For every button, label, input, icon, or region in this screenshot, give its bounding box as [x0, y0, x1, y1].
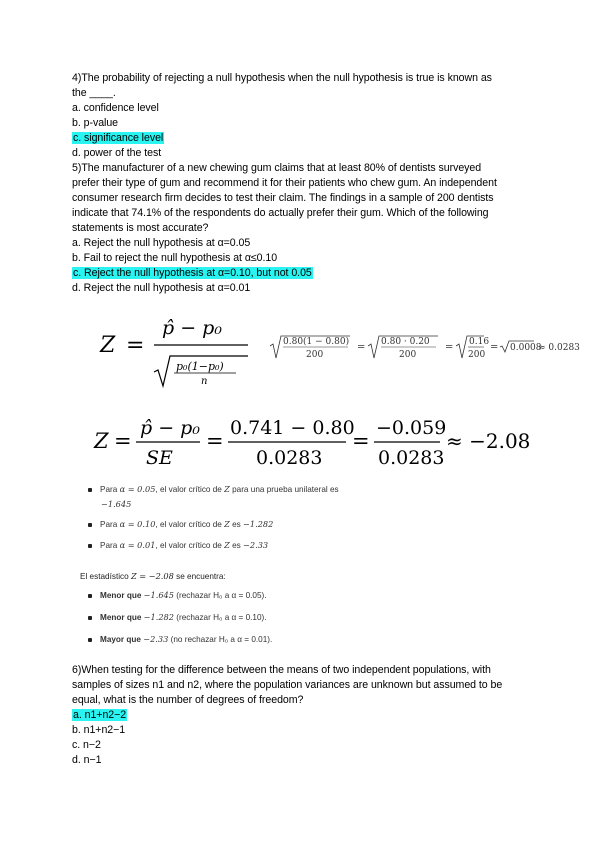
- critical-value-bullet-1-cont: −1.645: [101, 499, 132, 509]
- equals-sign: =: [357, 342, 366, 353]
- equals-sign: =: [114, 429, 132, 453]
- bullet-icon: [88, 488, 92, 492]
- equals-sign: =: [445, 342, 454, 353]
- z-numerator-diff: −0.059: [376, 417, 447, 439]
- se-step1-numerator: 0.80(1 − 0.80): [283, 337, 350, 347]
- z-computation: [90, 412, 530, 472]
- critical-value-bullet-1: Para α = 0.05, el valor crítico de Z para una prueba unilateral es: [88, 484, 339, 494]
- critical-value-bullet-2: Para α = 0.10, el valor crítico de Z es −1.282: [88, 519, 273, 529]
- question-6-block: [72, 663, 542, 768]
- numerator: p̂ − p₀: [162, 317, 222, 339]
- statistic-intro: El estadístico Z = −2.08 se encuentra:: [80, 571, 226, 581]
- se-step1-denominator: 200: [306, 350, 324, 360]
- z-numerator-values: 0.741 − 0.80: [230, 417, 355, 439]
- z-denominator-values: 0.0283: [256, 447, 323, 469]
- critical-value-bullet-3: Para α = 0.01, el valor crítico de Z es −2.33: [88, 540, 268, 550]
- z-symbol: Z: [94, 429, 109, 453]
- q4-option-a: a. confidence level: [72, 102, 159, 114]
- q6-line-1: 6)When testing for the difference between the means of two independent populations, with: [72, 664, 491, 676]
- bullet-icon: [88, 594, 92, 598]
- q6-option-c: c. n−2: [72, 739, 101, 751]
- answer-highlight: c. Reject the null hypothesis at α=0.10, but not 0.05: [73, 267, 312, 279]
- se-step2-denominator: 200: [399, 350, 417, 360]
- bullet-icon: [88, 638, 92, 642]
- q6-line-2: samples of sizes n1 and n2, where the population variances are unknown but assumed to be: [72, 679, 503, 691]
- q5-option-c: [72, 266, 542, 281]
- se-step2-numerator: 0.80 · 0.20: [381, 337, 430, 347]
- se-step3-denominator: 200: [468, 350, 486, 360]
- se-step4-radicand: 0.0008: [510, 343, 542, 353]
- z-formula-definition: [96, 310, 256, 390]
- z-symbol: Z: [100, 333, 116, 358]
- radicand-denominator: n: [201, 376, 208, 387]
- z-denominator-se: 0.0283: [378, 447, 445, 469]
- equals-sign: =: [490, 342, 499, 353]
- q4-option-d: d. power of the test: [72, 147, 162, 159]
- q5-option-a: a. Reject the null hypothesis at α=0.05: [72, 237, 251, 249]
- q5-line-3: consumer research firm decides to test their claim. The findings in a sample of 200 dentists: [72, 192, 494, 204]
- answer-highlight: c. significance level: [73, 132, 164, 144]
- bullet-icon: [88, 523, 92, 527]
- questions-4-5-block: [72, 71, 542, 296]
- radicand-numerator: p₀(1−p₀): [176, 360, 224, 373]
- answer-highlight: a. n1+n2−2: [73, 709, 127, 721]
- q4-option-c: [72, 131, 542, 146]
- se-computation: [262, 330, 592, 370]
- q6-option-d: d. n−1: [72, 754, 102, 766]
- q5-line-5: statements is most accurate?: [72, 222, 209, 234]
- se-result: ≈ 0.0283: [538, 343, 580, 353]
- q6-option-a: [72, 708, 542, 723]
- comparison-bullet-1: Menor que −1.645 (rechazar H₀ a α = 0.05).: [88, 590, 267, 600]
- equals-sign: =: [206, 429, 224, 453]
- z-denominator-symbolic: SE: [146, 447, 173, 469]
- z-result: ≈ −2.08: [446, 429, 530, 453]
- q5-line-2: prefer their type of gum and recommend it for their patients who chew gum. An independent: [72, 177, 497, 189]
- q6-line-3: equal, what is the number of degrees of freedom?: [72, 694, 304, 706]
- q4-line-2: the ____.: [72, 87, 116, 99]
- q5-option-d: d. Reject the null hypothesis at α=0.01: [72, 282, 251, 294]
- bullet-icon: [88, 544, 92, 548]
- q5-line-4: indicate that 74.1% of the respondents do actually prefer their gum. Which of the following: [72, 207, 489, 219]
- equals-sign: =: [352, 429, 370, 453]
- se-step3-numerator: 0.16: [469, 337, 490, 347]
- q4-option-b: b. p-value: [72, 117, 119, 129]
- comparison-bullet-2: Menor que −1.282 (rechazar H₀ a α = 0.10).: [88, 612, 267, 622]
- equals-sign: =: [126, 333, 145, 358]
- q5-line-1: 5)The manufacturer of a new chewing gum claims that at least 80% of dentists surveyed: [72, 162, 482, 174]
- q6-option-b: b. n1+n2−1: [72, 724, 126, 736]
- q5-option-b: b. Fail to reject the null hypothesis at α≤0.10: [72, 252, 278, 264]
- comparison-bullet-3: Mayor que −2.33 (no rechazar H₀ a α = 0.01).: [88, 634, 272, 644]
- q4-line-1: 4)The probability of rejecting a null hypothesis when the null hypothesis is true is known as: [72, 72, 492, 84]
- z-numerator-symbolic: p̂ − p₀: [140, 417, 200, 439]
- bullet-icon: [88, 616, 92, 620]
